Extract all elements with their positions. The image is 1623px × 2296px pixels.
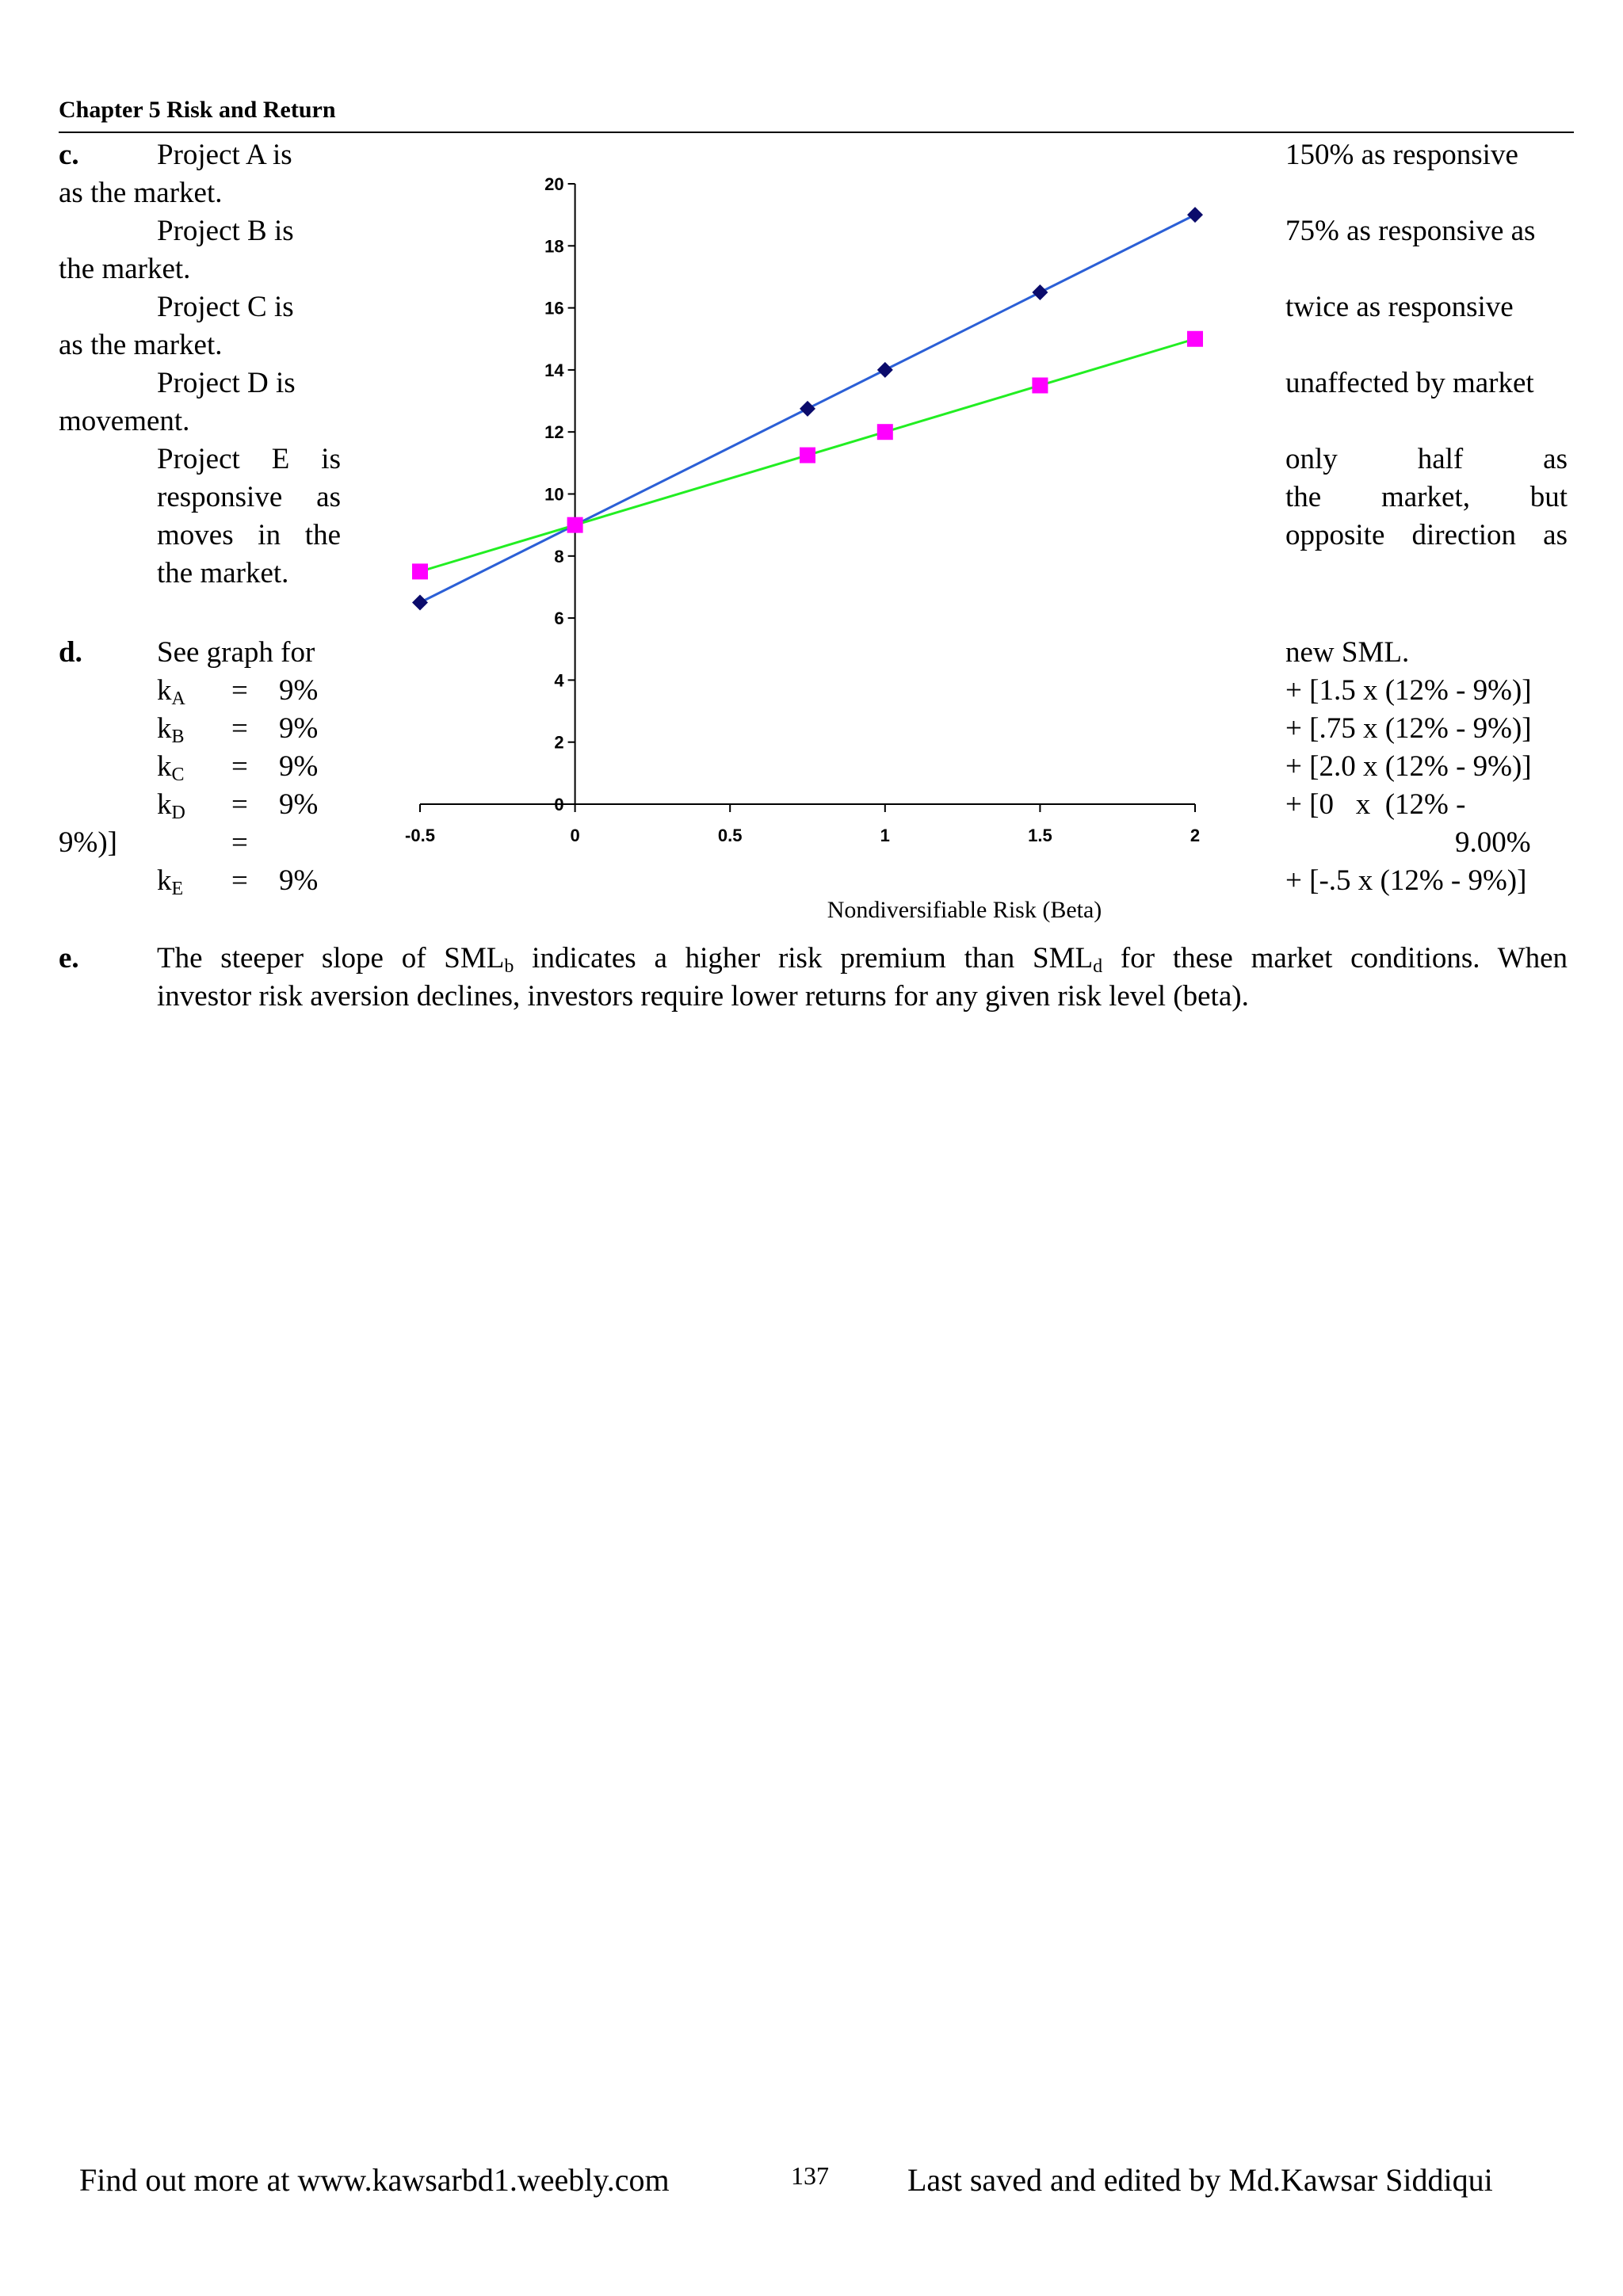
project-e-text-1: Project E is <box>157 443 341 475</box>
chapter-header: Chapter 5 Risk and Return <box>59 97 336 123</box>
part-e-line-1: The steeper slope of $SML_b$ indicates a higher risk premium than $SML_d$ for these market conditions. When <box>157 942 1568 977</box>
footer-author: Last saved and edited by Md.Kawsar Siddiqui <box>907 2162 1493 2198</box>
k-e-premium: + [-.5 x (12% - 9%)] <box>1285 864 1527 897</box>
k-c-symbol: $k_C$ <box>157 750 185 785</box>
y-tick-label: 10 <box>544 484 564 505</box>
k-e-symbol: $k_E$ <box>157 864 184 899</box>
x-tick-label: 1.5 <box>1028 826 1052 845</box>
project-e-text-4: the market. <box>157 557 289 589</box>
project-e-desc-2: the market, but <box>1285 481 1568 513</box>
k-b-equals: = <box>231 712 248 745</box>
project-b-text: Project B is <box>157 215 294 247</box>
k-a-equals: = <box>231 674 248 707</box>
project-d-cont: movement. <box>59 405 190 437</box>
data-point-diamond <box>800 401 815 417</box>
data-point-square <box>1187 331 1203 347</box>
y-tick-label: 6 <box>554 608 564 629</box>
k-a-symbol: $k_A$ <box>157 674 185 709</box>
k-d-premium: + [0 x (12% - <box>1285 788 1466 821</box>
data-point-square <box>412 563 428 579</box>
page-number: 137 <box>791 2161 829 2190</box>
k-e-equals: = <box>231 864 248 897</box>
project-a-text: Project A is <box>157 139 292 171</box>
part-d-intro-cont: new SML. <box>1285 636 1410 669</box>
project-a-desc: 150% as responsive <box>1285 139 1518 171</box>
part-d-intro: See graph for <box>157 636 315 669</box>
k-d-rf: 9% <box>279 788 319 821</box>
project-e-text-3: moves in the <box>157 519 341 551</box>
k-b-premium: + [.75 x (12% - 9%)] <box>1285 712 1532 745</box>
part-c-label: c. <box>59 139 79 171</box>
x-tick-label: 0 <box>570 826 580 845</box>
project-c-text: Project C is <box>157 291 294 323</box>
k-b-rf: 9% <box>279 712 319 745</box>
project-e-desc-3: opposite direction as <box>1285 519 1568 551</box>
k-d-result: 9.00% <box>1455 826 1531 859</box>
project-d-text: Project D is <box>157 367 296 399</box>
x-tick-label: 0.5 <box>717 826 743 845</box>
data-point-diamond <box>1032 284 1048 300</box>
part-d-label: d. <box>59 636 82 669</box>
k-d-symbol: $k_D$ <box>157 788 185 823</box>
y-tick-label: 18 <box>544 236 564 257</box>
project-c-desc: twice as responsive <box>1285 291 1514 323</box>
x-axis-title: Nondiversifiable Risk (Beta) <box>827 897 1102 923</box>
y-tick-label: 2 <box>554 732 564 753</box>
footer-source: Find out more at www.kawsarbd1.weebly.com <box>79 2162 670 2198</box>
data-point-diamond <box>877 362 893 378</box>
k-c-premium: + [2.0 x (12% - 9%)] <box>1285 750 1532 783</box>
data-point-square <box>567 517 583 533</box>
project-c-cont: as the market. <box>59 329 223 361</box>
y-tick-label: 20 <box>544 174 564 194</box>
part-e-line-2: investor risk aversion declines, investors require lower returns for any given risk level (beta). <box>157 980 1249 1013</box>
project-e-text-2: responsive as <box>157 481 341 513</box>
y-tick-label: 12 <box>544 422 564 443</box>
chart-axes <box>405 174 1200 845</box>
project-d-desc: unaffected by market <box>1285 367 1534 399</box>
k-d-cont: 9%)] <box>59 826 117 859</box>
project-b-desc: 75% as responsive as <box>1285 215 1536 247</box>
k-c-rf: 9% <box>279 750 319 783</box>
data-point-diamond <box>1187 207 1203 223</box>
k-d-equals: = <box>231 788 248 821</box>
data-point-square <box>800 448 815 463</box>
k-c-equals: = <box>231 750 248 783</box>
chart-series <box>412 207 1203 610</box>
y-tick-label: 14 <box>544 360 564 380</box>
x-tick-label: 2 <box>1190 826 1201 845</box>
y-tick-label: 0 <box>554 795 564 814</box>
k-a-premium: + [1.5 x (12% - 9%)] <box>1285 674 1532 707</box>
k-d-cont-equals: = <box>231 826 248 859</box>
part-e-label: e. <box>59 942 79 974</box>
k-e-rf: 9% <box>279 864 319 897</box>
data-point-diamond <box>412 595 428 611</box>
project-a-cont: as the market. <box>59 177 223 209</box>
data-point-square <box>1032 377 1048 393</box>
y-tick-label: 16 <box>544 298 564 318</box>
k-a-rf: 9% <box>279 674 319 707</box>
data-point-square <box>877 424 893 440</box>
header-rule <box>59 132 1574 133</box>
y-tick-label: 4 <box>554 670 564 691</box>
x-tick-label: -0.5 <box>405 826 435 845</box>
y-tick-label: 8 <box>554 546 564 566</box>
k-b-symbol: $k_B$ <box>157 712 185 747</box>
x-tick-label: 1 <box>880 826 890 845</box>
project-e-desc-1: only half as <box>1285 443 1568 475</box>
sml-chart <box>380 158 1244 951</box>
project-b-cont: the market. <box>59 253 191 285</box>
